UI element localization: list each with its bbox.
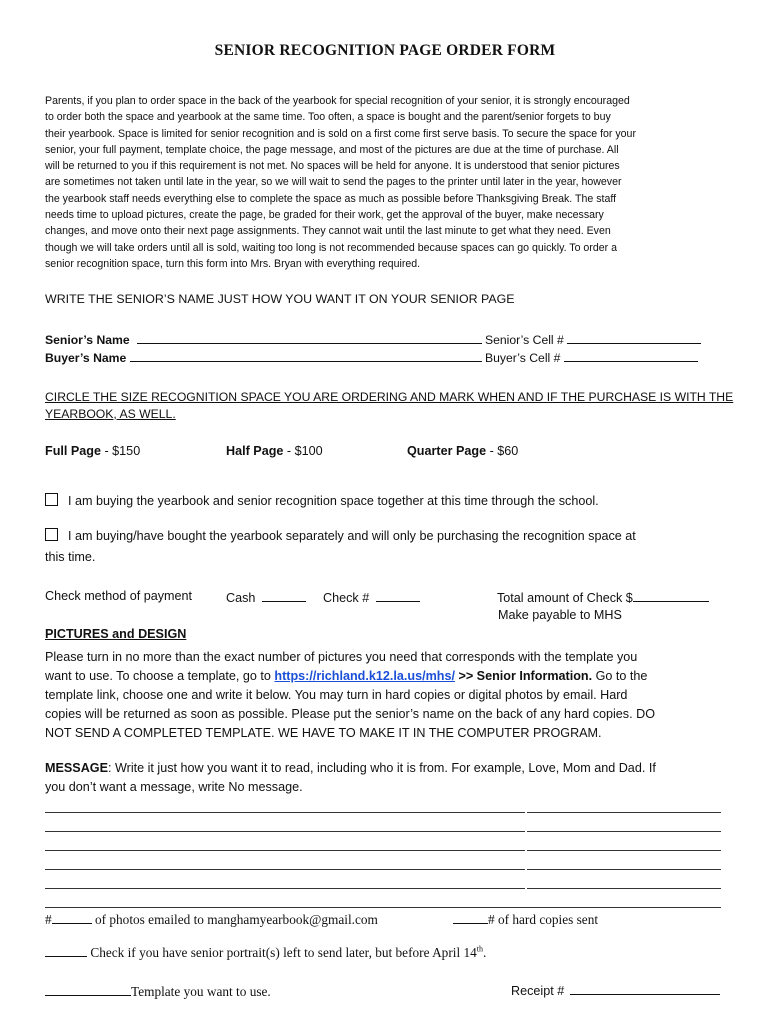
- senior-name-row: [45, 331, 482, 347]
- intro-line: senior recognition space, turn this form into Mrs. Bryan with everything required.: [45, 257, 421, 270]
- portrait-check-field[interactable]: [45, 944, 87, 957]
- photos-emailed-count-field[interactable]: [52, 911, 92, 924]
- template-row: [45, 983, 271, 1000]
- senior-info-text: >> Senior Information.: [454, 669, 593, 683]
- message-write-line[interactable]: [527, 831, 721, 832]
- size-price: - $150: [100, 444, 141, 458]
- check-number-row: [323, 589, 420, 605]
- portrait-end: .: [483, 945, 487, 960]
- pictures-heading: PICTURES and DESIGN: [45, 627, 187, 641]
- circle-size-instruction: CIRCLE THE SIZE RECOGNITION SPACE YOU ARE ORDERING AND MARK WHEN AND IF THE PURCHASE IS WITH THE YEARBOOK, AS WELL.: [45, 390, 734, 421]
- message-write-line[interactable]: [527, 812, 721, 813]
- cash-row: [226, 589, 306, 605]
- payment-method-label: Check method of payment: [45, 589, 193, 603]
- buyer-name-label: Buyer’s Name: [45, 351, 127, 365]
- cash-label: Cash: [226, 591, 256, 605]
- size-option-quarter-page[interactable]: [407, 444, 518, 458]
- checkbox-label: I am buying the yearbook and senior recognition space together at this time through the school.: [68, 494, 599, 508]
- receipt-row: [511, 982, 720, 998]
- intro-line: though we will take orders until all is sold, waiting too long is not recommended because spaces can go quickly. To order a: [45, 241, 617, 254]
- portrait-row: [45, 944, 486, 961]
- intro-line: changes, and move onto their next page assignments. They cannot wait until the last minute to get what they need. Even: [45, 225, 611, 238]
- message-write-line[interactable]: [45, 831, 525, 832]
- message-write-line[interactable]: [527, 850, 721, 851]
- message-label: MESSAGE: [45, 761, 108, 775]
- cash-field[interactable]: [262, 589, 306, 602]
- intro-line: the yearbook staff needs everything else to complete the space as much as possible before Thanksgiving Break. The staff: [45, 192, 617, 205]
- photos-emailed-hash: #: [45, 912, 52, 927]
- message-line: [45, 759, 735, 778]
- hard-copies-count-field[interactable]: [453, 911, 488, 924]
- message-write-line[interactable]: [527, 869, 721, 870]
- receipt-field[interactable]: [570, 982, 720, 995]
- message-write-line[interactable]: [45, 812, 525, 813]
- size-option-full-page[interactable]: [45, 444, 140, 458]
- senior-cell-row: [485, 331, 701, 347]
- intro-line: will be returned to you if this requirement is not met. No spaces will be held for anyone. It is understood that senior pictures: [45, 160, 620, 173]
- buyer-cell-row: [485, 349, 698, 365]
- intro-line: to order both the space and yearbook at the same time. Too often, a space is bought and the parent/senior forgets to buy: [45, 111, 611, 124]
- pictures-text: Go to the: [592, 669, 648, 683]
- intro-line: senior, your full payment, template choice, the page message, and most of the pictures are due at the time of purchase. All: [45, 143, 619, 156]
- message-write-line[interactable]: [45, 850, 525, 851]
- intro-line: their yearbook. Space is limited for senior recognition and is sold on a first come first serve basis. To secure the space for your: [45, 127, 636, 140]
- checkbox-label: I am buying/have bought the yearbook separately and will only be purchasing the recognition space at: [68, 529, 636, 543]
- message-write-line[interactable]: [45, 869, 525, 870]
- pictures-line: [45, 667, 735, 686]
- intro-line: are sometimes not taken until late in the year, so we will wait to send the pages to the printer until later in the year, however: [45, 176, 622, 189]
- check-number-label: Check #: [323, 591, 370, 605]
- senior-cell-label: Senior’s Cell #: [485, 333, 564, 347]
- size-name: Full Page: [45, 444, 101, 458]
- size-price: - $100: [283, 444, 323, 458]
- pictures-text: want to use. To choose a template, go to: [45, 669, 275, 683]
- checkbox-row-separate: [45, 528, 636, 543]
- portrait-label: Check if you have senior portrait(s) left to send later, but before April 14: [87, 945, 477, 960]
- pictures-line: NOT SEND A COMPLETED TEMPLATE. WE HAVE TO MAKE IT IN THE COMPUTER PROGRAM.: [45, 726, 602, 740]
- photos-emailed-label: of photos emailed to manghamyearbook@gmail.com: [91, 912, 378, 927]
- write-name-instruction: WRITE THE SENIOR’S NAME JUST HOW YOU WANT IT ON YOUR SENIOR PAGE: [45, 292, 515, 306]
- total-check-label: Total amount of Check $: [497, 591, 633, 605]
- size-price: - $60: [486, 444, 519, 458]
- receipt-label: Receipt #: [511, 984, 565, 998]
- checkbox-row-together: [45, 493, 599, 508]
- buyer-name-field[interactable]: [130, 349, 482, 362]
- total-check-row: [497, 589, 709, 605]
- total-check-field[interactable]: [633, 589, 709, 602]
- size-name: Half Page: [226, 444, 284, 458]
- check-number-field[interactable]: [376, 589, 420, 602]
- payable-note: Make payable to MHS: [498, 608, 622, 622]
- intro-line: Parents, if you plan to order space in the back of the yearbook for special recognition of your senior, it is strongly encouraged: [45, 95, 630, 107]
- pictures-line: Please turn in no more than the exact number of pictures you need that corresponds with the template you: [45, 650, 638, 664]
- separate-checkbox[interactable]: [45, 528, 58, 541]
- size-option-half-page[interactable]: [226, 444, 323, 458]
- hard-copies-row: [453, 911, 598, 928]
- message-write-line[interactable]: [45, 907, 721, 908]
- template-link[interactable]: https://richland.k12.la.us/mhs/: [274, 669, 455, 683]
- page-title: SENIOR RECOGNITION PAGE ORDER FORM: [214, 42, 556, 59]
- senior-name-label: Senior’s Name: [45, 333, 130, 347]
- buyer-cell-field[interactable]: [564, 349, 698, 362]
- message-line: you don’t want a message, write No message.: [45, 780, 303, 794]
- pictures-line: template link, choose one and write it below. You may turn in hard copies or digital photos by email. Hard: [45, 688, 628, 702]
- pictures-line: copies will be returned as soon as possible. Please put the senior’s name on the back of any hard copies. DO: [45, 707, 655, 721]
- message-paragraph: [45, 759, 735, 797]
- message-write-line[interactable]: [527, 888, 721, 889]
- intro-line: needs time to upload pictures, create the page, be graded for their work, get the approval of the buyer, make necessary: [45, 209, 604, 222]
- buyer-cell-label: Buyer’s Cell #: [485, 351, 561, 365]
- photos-emailed-row: [45, 911, 378, 928]
- message-text: : Write it just how you want it to read, including who it is from. For example, Love, Mom and Dad. If: [107, 761, 656, 775]
- message-write-line[interactable]: [45, 888, 525, 889]
- intro-paragraph: [45, 93, 725, 272]
- template-field[interactable]: [45, 983, 131, 996]
- hard-copies-label: # of hard copies sent: [488, 912, 599, 927]
- template-label: Template you want to use.: [131, 984, 271, 999]
- senior-name-field[interactable]: [137, 331, 482, 344]
- size-name: Quarter Page: [407, 444, 487, 458]
- portrait-sup: th: [476, 944, 483, 954]
- buyer-name-row: [45, 349, 482, 365]
- together-checkbox[interactable]: [45, 493, 58, 506]
- checkbox-label-continued: this time.: [45, 550, 96, 564]
- senior-cell-field[interactable]: [567, 331, 701, 344]
- pictures-paragraph: [45, 648, 735, 743]
